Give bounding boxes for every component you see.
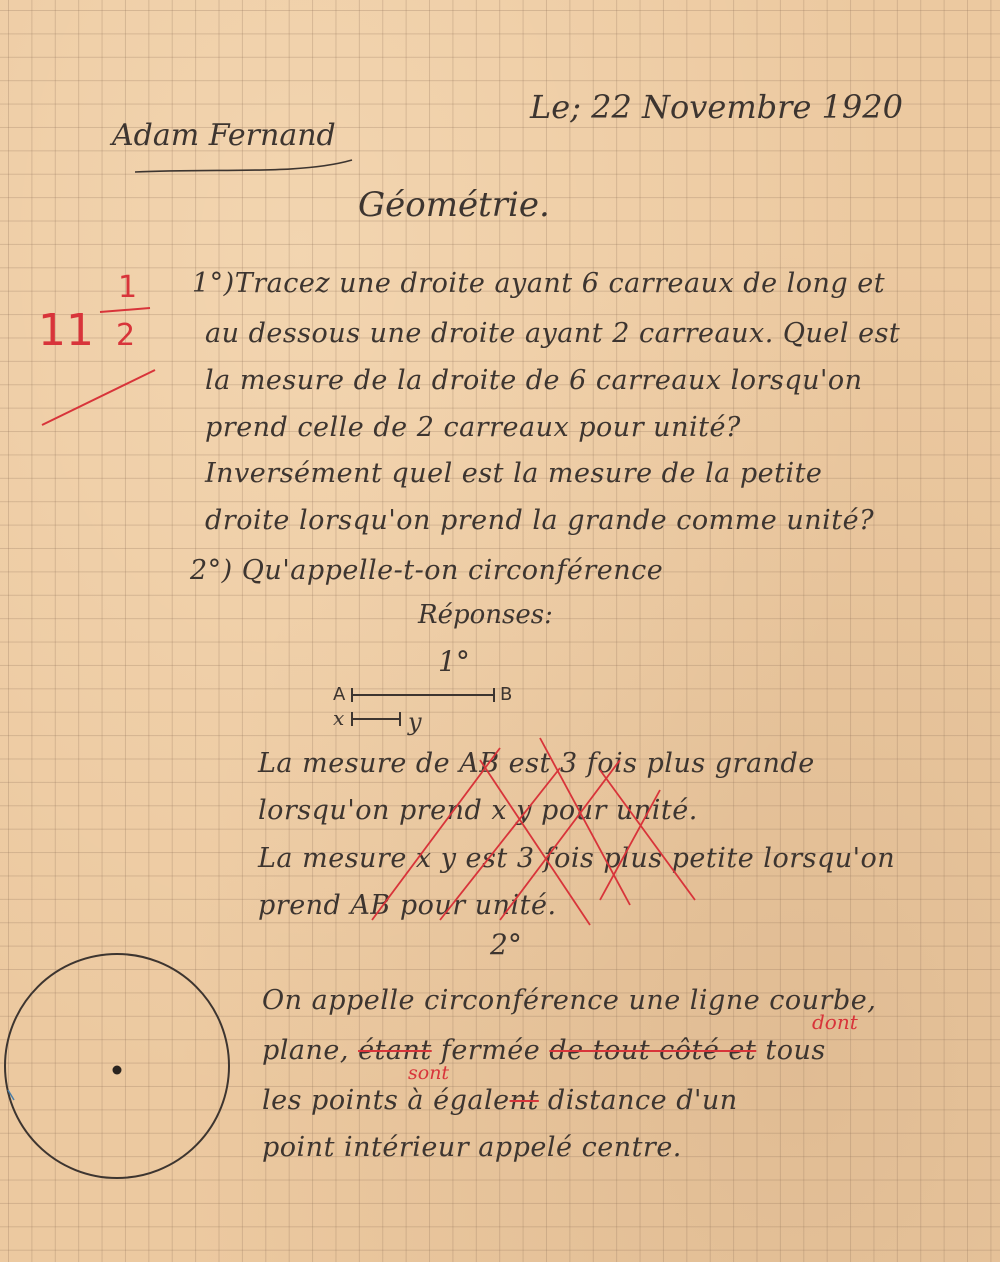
answer2-line [262, 1085, 738, 1116]
answers-heading: Réponses: [418, 600, 553, 630]
answer1-line: La mesure x y est 3 fois plus petite lorsqu'on [258, 843, 896, 874]
grade-denominator: 2 [116, 318, 136, 353]
question-line: droite lorsqu'on prend la grande comme unité? [205, 505, 875, 536]
date: Le; 22 Novembre 1920 [530, 88, 903, 126]
question-line: prend celle de 2 carreaux pour unité? [205, 412, 741, 443]
part2-label: 2° [490, 928, 522, 961]
question-line: 1°)Tracez une droite ayant 6 carreaux de long et [192, 268, 886, 299]
struck-word: étant [358, 1035, 432, 1066]
answer1-line: prend AB pour unité. [258, 890, 557, 921]
segment-xy-start: x [333, 706, 345, 730]
answer2-line: point intérieur appelé centre. [262, 1132, 682, 1163]
grade-whole: 11 [38, 305, 94, 356]
correction-sont: sont [408, 1062, 450, 1084]
answer2-text: à égale [407, 1085, 510, 1116]
answer2-text: tous [765, 1035, 826, 1066]
correction-dont: dont [812, 1010, 858, 1034]
struck-phrase: de tout côté et [549, 1035, 757, 1066]
segment-ab-end: B [500, 684, 513, 705]
segment-xy-end: y [408, 708, 422, 736]
page-title: Géométrie. [358, 185, 550, 225]
answer2-line [262, 1035, 826, 1066]
answer2-text: distance d'un [547, 1085, 738, 1116]
answer1-line: La mesure de AB est 3 fois plus grande [258, 748, 815, 779]
answer2-text: fermée [440, 1035, 541, 1066]
question-line: Inversément quel est la mesure de la petite [205, 458, 823, 489]
answer2-text: plane, [262, 1035, 349, 1066]
question-line: la mesure de la droite de 6 carreaux lorsqu'on [205, 365, 863, 396]
answer2-line: On appelle circonférence une ligne courbe, [262, 985, 877, 1016]
question-line: au dessous une droite ayant 2 carreaux. Quel est [205, 318, 901, 349]
answer2-text: les points [262, 1085, 399, 1116]
segment-ab-start: A [333, 684, 346, 705]
struck-letters: nt [509, 1085, 539, 1116]
part1-label: 1° [438, 645, 470, 678]
student-name: Adam Fernand [112, 118, 336, 153]
grade-numerator: 1 [118, 270, 138, 305]
question-line: 2°) Qu'appelle-t-on circonférence [190, 555, 664, 586]
answer1-line: lorsqu'on prend x y pour unité. [258, 795, 698, 826]
